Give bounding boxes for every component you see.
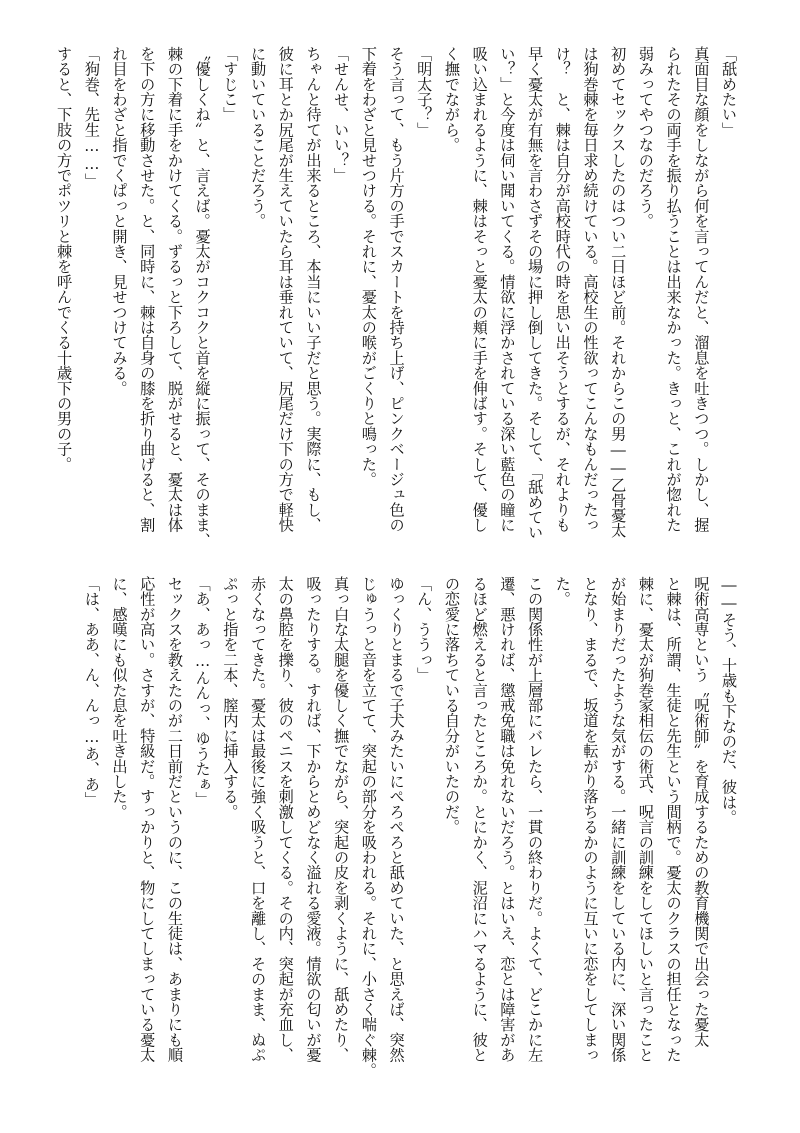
text-line: られたその両手を振り払うことは出来なかった。きっと、これが惚れた — [664, 46, 683, 533]
text-line: 「は、ああ、ん、んっ…あ、あ」 — [82, 576, 101, 807]
text-line: と棘は、所謂、生徒と先生という間柄で。憂太のクラスの担任となった — [664, 576, 683, 1063]
text-line: に動いていることだろう。 — [249, 46, 268, 229]
text-line: く撫でながら。 — [442, 46, 461, 153]
text-line: 下着をわざと見せつける。それに、憂太の喉がごくりと鳴った。 — [359, 46, 378, 487]
text-line: は狗巻棘を毎日求め続けている。高校生の性欲ってこんなもんだったっ — [581, 46, 600, 533]
text-line: た。 — [553, 576, 572, 607]
text-line: 棘の下着に手をかけてくる。ずるっと下ろして、脱がせると、憂太は体 — [165, 46, 184, 533]
text-line: 「ん、ううっ」 — [415, 576, 434, 683]
text-line: 「狗巻、先生……」 — [82, 46, 101, 189]
text-line: に、感嘆にも似た息を吐き出した。 — [110, 576, 129, 820]
text-line: 呪術高専という〝呪術師〟を育成するための教育機関で出会った憂太 — [692, 576, 711, 1048]
text-line: 早く憂太が有無を言わさずその場に押し倒してきた。そして、「舐めてい — [526, 46, 545, 540]
text-line: となり、まるで、坂道を転がり落ちるかのように互いに恋をしてしまっ — [581, 576, 600, 1063]
text-line: の恋愛に落ちている自分がいたのだ。 — [442, 576, 461, 835]
text-line: じゅうっと音を立てて、突起の部分を吸われる。それに、小さく喘ぐ棘。 — [359, 576, 378, 1078]
text-line: 「舐めたい」 — [720, 46, 738, 138]
text-line: 「せんせ、いい？」 — [332, 46, 351, 183]
text-line: 吸ったりする。すれば、下からとめどなく溢れる愛液。情欲の匂いが憂 — [304, 576, 323, 1063]
text-line: 応性が高い。さすが、特級だ。すっかりと、物にしてしまっている憂太 — [138, 576, 157, 1063]
text-line: 赤くなってきた。憂太は最後に強く吸うと、口を離し、そのまま、ぬぷ — [249, 576, 268, 1063]
text-line: い？」と今度は伺い聞いてくる。情欲に浮かされている深い藍色の瞳に — [498, 46, 517, 533]
text-line: ぷっと指を二本、膣内に挿入する。 — [221, 576, 240, 820]
text-line: ちゃんと待てが出来るところ、本当にいい子だと思う。実際に、もし、 — [304, 46, 323, 533]
text-line: 「明太子？」 — [415, 46, 434, 138]
text-line: 太の鼻腔を擽り、彼のペニスを刺激してくる。その内、突起が充血し、 — [276, 576, 295, 1063]
text-line: 「すじこ」 — [221, 46, 240, 122]
text-line: 吸い込まれるように、棘はそっと憂太の頬に手を伸ばす。そして、優し — [470, 46, 489, 533]
text-line: が始まりだったような気がする。一緒に訓練をしている内に、深い関係 — [609, 576, 628, 1063]
text-line: 彼に耳とか尻尾が生えていたら耳は垂れていて、尻尾だけ下の方で軽快 — [276, 46, 295, 533]
text-line: 初めてセックスしたのはつい二日ほど前。それからこの男――乙骨憂太 — [609, 46, 628, 538]
text-line: 〝優しくね〟と、言えば。憂太がコクコクと首を縦に振って、そのまま、 — [193, 46, 212, 548]
text-line: すると、下肢の方でポツリと棘を呼んでくる十歳下の男の子。 — [55, 46, 74, 472]
text-line: 「あ、あっ…んんっ、ゆうたぁ」 — [193, 576, 212, 807]
text-line: セックスを教えたのが二日前だというのに、この生徒は、あまりにも順 — [165, 576, 184, 1063]
text-block-upper — [52, 46, 742, 566]
text-line: ゆっくりとまるで子犬みたいにぺろぺろと舐めていた、と思えば、突然 — [387, 576, 406, 1063]
text-line: れ目をわざと指でくぱっと開き、見せつけてみる。 — [110, 46, 129, 396]
text-line: 遷、悪ければ、懲戒免職は免れないだろう。とはいえ、恋とは障害があ — [498, 576, 517, 1063]
text-line: 真っ白な太腿を優しく撫でながら、突起の皮を剥くように、舐めたり、 — [332, 576, 351, 1063]
text-line: け？ と、棘は自分が高校時代の時を思い出そうとするが、それよりも — [553, 46, 572, 533]
text-line: 真面目な顔をしながら何を言ってんだと、溜息を吐きつつ。しかし、握 — [692, 46, 711, 533]
text-line: るほど燃えると言ったところか。とにかく、泥沼にハマるように、彼と — [470, 576, 489, 1063]
text-line: 棘に、憂太が狗巻家相伝の術式、呪言の訓練をしてほしいと言ったこと — [636, 576, 655, 1063]
text-line: この関係性が上層部にバレたら、一貫の終わりだ。よくて、どこかに左 — [526, 576, 545, 1063]
text-line: ――そう、十歳も下なのだ、彼は。 — [720, 576, 738, 825]
text-block-lower — [52, 576, 742, 1096]
text-line: 弱みってやつなのだろう。 — [636, 46, 655, 229]
text-line: そう言って、もう片方の手でスカートを持ち上げ、ピンクベージュ色の — [387, 46, 406, 533]
text-line: を下の方に移動させた。と、同時に、棘は自身の膝を折り曲げると、割 — [138, 46, 157, 533]
